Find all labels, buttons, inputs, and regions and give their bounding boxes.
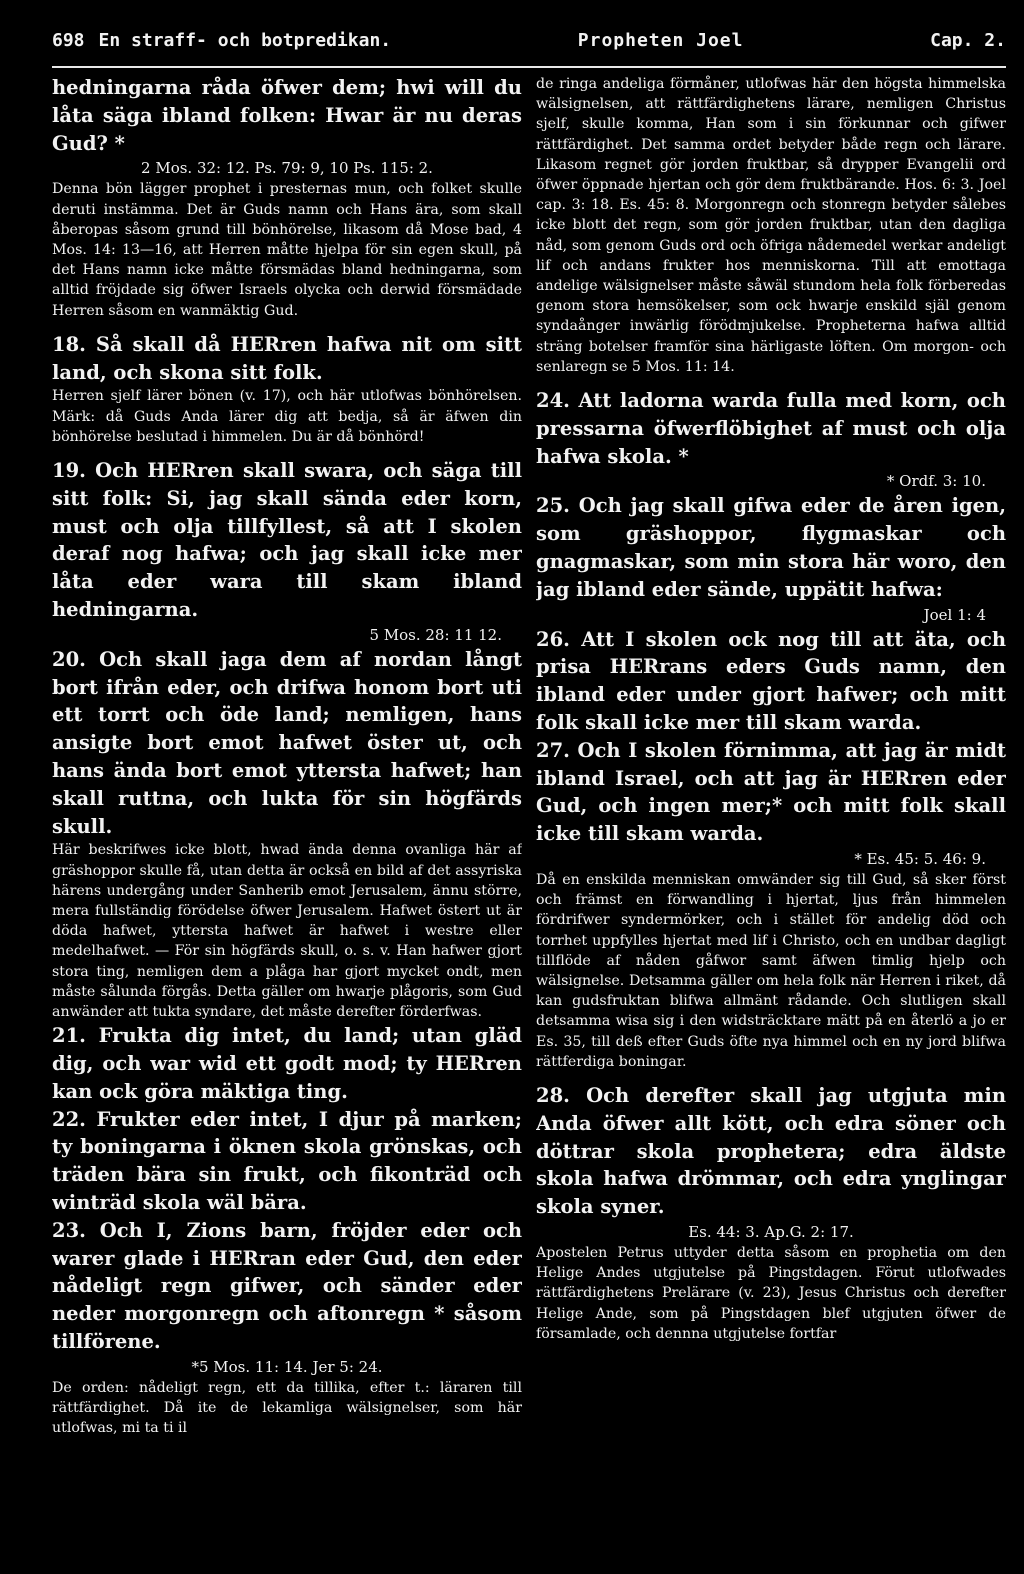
cross-ref-27: * Es. 45: 5. 46: 9. xyxy=(854,850,986,868)
verse-17-end: hedningarna råda öfwer dem; hwi will du låta säga ibland folken: Hwar är nu deras Gud? * xyxy=(52,76,522,155)
verse-27: 27. Och I skolen förnimma, att jag är midt ibland Israel, och att jag är HERren eder Gud, och ingen mer;* och mitt folk skall icke till skam warda. xyxy=(536,738,1006,846)
page-number: 698 xyxy=(52,30,85,51)
verse-21: 21. Frukta dig intet, du land; utan gläd dig, och war wid ett godt mod; ty HERren kan ock göra mäktiga ting. xyxy=(52,1024,522,1103)
commentary-23: De orden: nådeligt regn, ett da tillika, efter t.: läraren till rättfärdighet. Då ite de lekamliga wälsignelser, som här utlofwas, mi ta ti il xyxy=(52,1379,522,1437)
text-columns xyxy=(52,74,1006,1438)
commentary-17: Denna bön lägger prophet i presternas mun, och folket skulle deruti instämma. Det är Guds namn och Hans ära, som skall åberopas såsom grund till bönhörelse, likasom då Mose bad, 4 Mos. 14: 13—16, att Herren måtte hjelpa för sin egen skull, på det Hans namn icke måtte försmädas bland hedningarna, som alltid fröjdade sig öfwer Israels olycka och derwid försmädade Herren såsom en wanmäktig Gud. xyxy=(52,181,522,319)
verse-18: 18. Så skall då HERren hafwa nit om sitt land, och skona sitt folk. xyxy=(52,332,522,384)
left-column xyxy=(52,74,522,1438)
verse-19: 19. Och HERren skall swara, och säga till sitt folk: Si, jag skall sända eder korn, must och olja tillfyllest, så att I skolen deraf nog hafwa; och jag skall icke mer låta eder wara till skam ibland hedningarna. xyxy=(52,459,522,621)
verse-22: 22. Frukter eder intet, I djur på marken; ty boningarna i öknen skola grönskas, och träden bära sin frukt, och fikonträd och winträd skola wäl bära. xyxy=(52,1107,522,1214)
verse-25: 25. Och jag skall gifwa eder de åren igen, som gräshoppor, flygmaskar och gnagmaskar, som min stora här woro, den jag ibland eder sände, uppätit hafwa: xyxy=(536,494,1006,601)
commentary-20: Här beskrifwes icke blott, hwad ända denna ovanliga här af gräshoppor skulle få, utan detta är också en bild af det assyriska härens undergång under Sanherib emot Jerusalem, ännu större, mera fullständig förödelse öfwer Jerusalem. Hafwet östert ut är döda hafwet, yttersta hafwet är hafwet i westre eller medelhafwet. — För sin högfärds skull, o. s. v. Han hafwer gjort stora ting, nemligen dem a plåga har gjort mycket ondt, men måste sålunda förgås. Detta gäller om hwarje plågoris, som Gud anwänder att tukta syndare, det måste derefter förderfwas. xyxy=(52,842,522,1020)
verse-24: 24. Att ladorna warda fulla med korn, och pressarna öfwerflöbighet af must och olja hafwa skola. * xyxy=(536,389,1006,468)
verse-26: 26. Att I skolen ock nog till att äta, och prisa HERrans eders Guds namn, den ibland eder under gjort hafwer; och mitt folk skall icke mer till skam warda. xyxy=(536,627,1006,735)
cross-ref-24: * Ordf. 3: 10. xyxy=(886,472,986,491)
cross-ref-23: *5 Mos. 11: 14. Jer 5: 24. xyxy=(191,1357,383,1376)
commentary-28: Apostelen Petrus uttyder detta såsom en prophetia om den Helige Andes utgjutelse på Pingstdagen. Förut utlofwades rättfärdighetens Prelärare (v. 23), Jesus Christus och derefter Helige Ande, som på Pingstdagen blef utgjuten öfwer de församlade, och dennna utgjutelse fortfar xyxy=(536,1245,1006,1342)
verse-20: 20. Och skall jaga dem af nordan långt bort ifrån eder, och drifwa honom bort uti ett torrt och öde land; nemligen, hans ansigte bort emot hafwet öster ut, och hans ända bort emot yttersta hafwet; han skall ruttna, och lukta för sin högfärds skull. xyxy=(52,647,522,838)
right-column xyxy=(536,74,1006,1438)
running-header xyxy=(52,30,1006,64)
cross-ref-17: 2 Mos. 32: 12. Ps. 79: 9, 10 Ps. 115: 2. xyxy=(141,159,433,178)
chapter-label: Cap. 2. xyxy=(930,30,1006,51)
commentary-18: Herren sjelf lärer bönen (v. 17), och här utlofwas bönhörelsen. Märk: då Guds Anda lärer dig att bedja, så är äfwen din bönhörelse beslutad i himmelen. Du är då bönhörd! xyxy=(52,388,522,445)
cross-ref-25: Joel 1: 4 xyxy=(923,605,986,624)
section-title: Propheten Joel xyxy=(577,30,744,51)
verse-23: 23. Och I, Zions barn, fröjder eder och warer glade i HERran eder Gud, den eder nådeligt regn gifwer, och sänder eder neder morgonregn och aftonregn * såsom tillförene. xyxy=(52,1218,522,1353)
header-rule xyxy=(52,66,1006,68)
cross-ref-19: 5 Mos. 28: 11 12. xyxy=(369,625,502,644)
verse-28: 28. Och derefter skall jag utgjuta min Anda öfwer allt kött, och edra söner och döttrar skola prophetera; edra äldste skola hafwa drömmar, och edra ynglingar skola syner. xyxy=(536,1084,1006,1219)
commentary-23-cont: de ringa andeliga förmåner, utlofwas här den högsta himmelska wälsignelsen, att rättfärdighetens lärare, nemligen Christus sjelf, skulle komma, Han som i sin förkunnar och gifwer rättfärdighet. Det samma ordet betyder både regn och lärare. Likasom regnet gör jorden fruktbar, så drypper Evangelii ord öfwer öppnade hjertan och gör dem fruktbärande. Hos. 6: 3. Joel cap. 3: 18. Es. 45: 8. Morgonregn och stonregn betyder sålebes icke blott det regn, som gör jorden fruktbar, utan den dagliga nåd, som genom Guds ord och öfriga nådemedel werkar andeligt lif och andans frukter hos menniskorna. Till att emottaga andelige wälsignelser måste såwäl stundom hela folk förberedas genom stora hemsökelser, som ock hwarje enskild själ genom syndaånger inwärlig förödmjukelse. Propheterna hafwa alltid sträng botelser framför sina härligaste löften. Om morgon- och senlaregn se 5 Mos. 11: 14. xyxy=(536,76,1006,375)
running-title: En straff- och botpredikan. xyxy=(98,30,392,51)
commentary-27: Då en enskilda menniskan omwänder sig till Gud, så sker först och främst en förwandling i hjertat, ljus från himmelen fördrifwer syndermörker, och i stället för andelig död och torrhet uppfylles hjertat med lif i Christo, och en undbar dagligt tillflöde af nåden gåfwor samt äfwen timlig hjelp och wälsignelse. Detsamma gäller om hela folk när Herren i riket, då kan gudsfruktan blifwa allmänt rådande. Och slutligen skall detsamma wisa sig i den widsträcktare mätt på en återlö a jo er Es. 35, till deß efter Guds öfte nya himmel och en ny jord blifwa rättferdiga boningar. xyxy=(536,872,1006,1070)
cross-ref-28: Es. 44: 3. Ap.G. 2: 17. xyxy=(688,1223,854,1242)
